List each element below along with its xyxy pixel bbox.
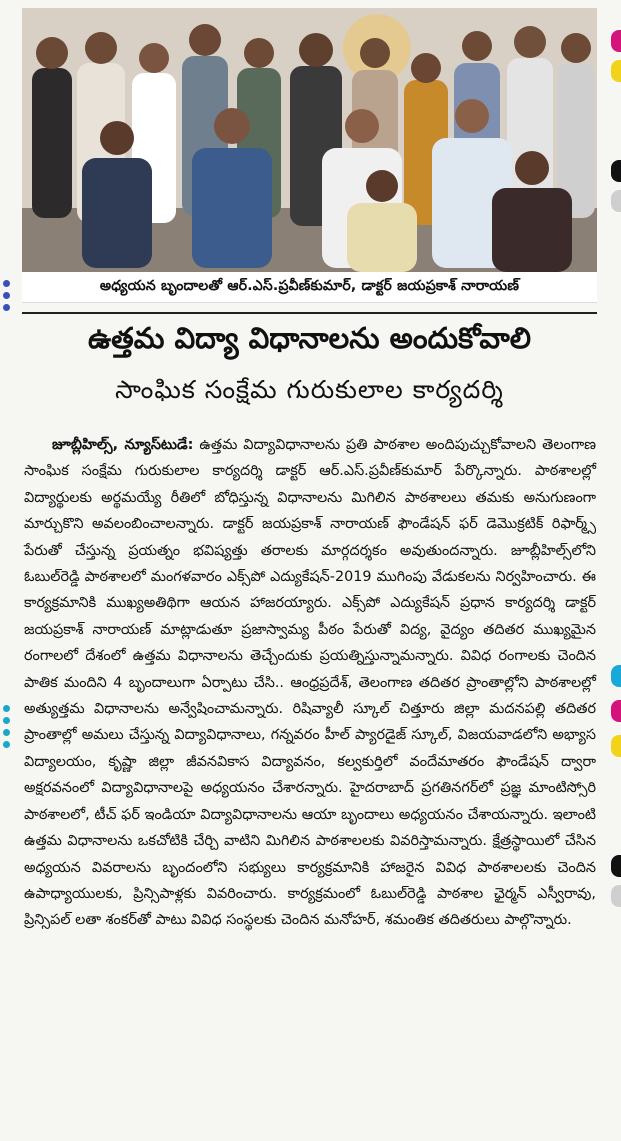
article-body [24, 432, 596, 934]
news-photo [22, 8, 597, 272]
left-dots-bottom [2, 705, 12, 753]
divider-top [22, 312, 597, 314]
right-colour-strip [611, 0, 621, 1141]
article-text: ఉత్తమ విద్యావిధానాలను ప్రతి పాఠశాల అందిపుచ్చుకోవాలని తెలంగాణ సాంఘిక సంక్షేమ గురుకులాల కార్యదర్శి డాక్టర్ ఆర్.ఎస్.ప్రవీణ్‌కుమార్ పేర్కొన్నారు. పాఠశాలల్లో విద్యార్థులకు అర్థమయ్యే రీతిలో బోధిస్తున్న విధానాలను మిగిలిన పాఠశాలలు తమకు అనుగుణంగా మార్చుకొని అవలంబించాలన్నారు. డాక్టర్ జయప్రకాశ్ నారాయణ్ ఫౌండేషన్ ఫర్ డెమొక్రటిక్ రిఫార్మ్స్ పేరుతో చేస్తున్న ప్రయత్నం భవిష్యత్తు తరాలకు మార్గదర్శకం అవుతుందన్నారు. జూబ్లీహిల్స్‌లోని ఓబుల్‌రెడ్డి పాఠశాలలో మంగళవారం ఎక్స్‌పో ఎద్యుకేషన్-2019 ముగింపు వేడుకలను నిర్వహించారు. ఈ కార్యక్రమానికి ముఖ్యఅతిథిగా ఆయన హాజరయ్యారు. ఎక్స్‌పో ఎద్యుకేషన్ ప్రధాన కార్యదర్శి డాక్టర్ జయప్రకాశ్ నారాయణ్ మాట్లాడుతూ ప్రజాస్వామ్య పీఠం పేరుతో విద్య, వైద్యం తదితర ముఖ్యమైన రంగాలలో దేశంలో ఉత్తమ విధానాలను తెచ్చేందుకు ప్రయత్నిస్తున్నామన్నారు. వివిధ రంగాలకు చెందిన పాతిక మందిని 4 బృందాలుగా ఏర్పాటు చేసి.. ఆంధ్రప్రదేశ్, తెలంగాణ తదితర ప్రాంతాల్లోని పాఠశాలల్లో అత్యుత్తమ విధానాలను అన్వేషించామన్నారు. రిషివ్యాలీ స్కూల్ చిత్తూరు జిల్లా మదనపల్లి తదితర ప్రాంతాల్లో అమలు చేస్తున్న విద్యావిధానాలు, గన్నవరం హీల్ ప్యారడైజ్ స్కూల్, విజయవాడలోని అభ్యాస విద్యాలయం, కృష్ణా జిల్లా జీవనవికాస విద్యావనం, కల్వకుర్తిలో వందేమాతరం ఫౌండేషన్ ద్వారా అక్షరవనంలో విద్యావిధానాలపై అధ్యయనం చేశారన్నారు. హైదరాబాద్ ప్రగతినగర్‌లో ప్రజ్ఞ మాంటిస్సోరి పాఠశాలలో, టీచ్ ఫర్ ఇండియా విద్యావిధానాలను ఆయా బృందాలు అధ్యయనం చేశాయన్నారు. ఇలాంటి ఉత్తమ విధానాలను ఒకచోటికి చేర్చి వాటిని మిగిలిన పాఠశాలలకు వివరిస్తామన్నారు. క్షేత్రస్థాయిలో చేసిన అధ్యయన వివరాలను బృందంలోని సభ్యులు కార్యక్రమానికి హాజరైన వివిధ పాఠశాలలకు చెందిన ఉపాధ్యాయులకు, ప్రిన్సిపాళ్లకు వివరించారు. కార్యక్రమంలో ఓబుల్‌రెడ్డి పాఠశాల ఛైర్మన్ ఎస్వీరావు, ప్రిన్సిపల్ లతా శంకర్‌తో పాటు వివిధ సంస్థలకు చెందిన మనోహర్, శమంతిక తదితరులు పాల్గొన్నారు. [24, 437, 596, 929]
article-headline: ఉత్తమ విద్యా విధానాలను అందుకోవాలి [87, 321, 532, 355]
article-subheadline: సాంఘిక సంక్షేమ గురుకులాల కార్యదర్శి [115, 375, 504, 404]
article-dateline: జూబ్లీహిల్స్, న్యూస్‌టుడే: [52, 437, 194, 453]
photo-caption: అధ్యయన బృందాలతో ఆర్.ఎస్.ప్రవీణ్‌కుమార్, డాక్టర్ జయప్రకాశ్ నారాయణ్ [22, 272, 597, 303]
left-dots-top [2, 280, 12, 316]
group-photo-illustration [22, 8, 597, 272]
